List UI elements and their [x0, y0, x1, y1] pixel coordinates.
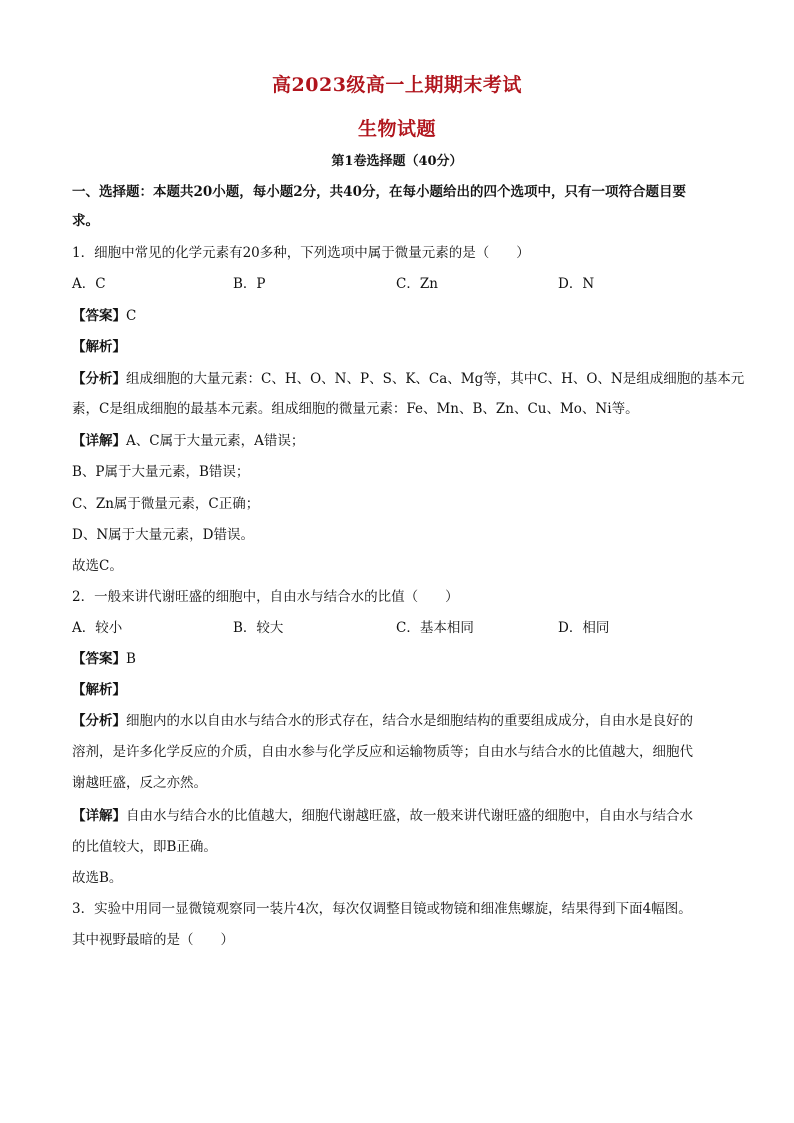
q1-detail-line3: C、Zn属于微量元素，C正确； [72, 496, 260, 512]
exam-title: 高2023级高一上期期末考试 [272, 74, 522, 96]
q2-fenxi-line2: 溶剂，是许多化学反应的介质，自由水参与化学反应和运输物质等；自由水与结合水的比值越大，细胞代 [72, 744, 693, 760]
q1-answer-value: C [126, 308, 137, 324]
q2-answer-value: B [126, 651, 136, 667]
q3-stem-line1: 3．实验中用同一显微镜观察同一装片4次，每次仅调整目镜或物镜和细准焦螺旋，结果得到下面4幅图。 [72, 901, 692, 917]
volume-heading: 第1卷选择题（40分） [331, 154, 463, 169]
q1-fenxi-text1: 组成细胞的大量元素：C、H、O、N、P、S、K、Ca、Mg等，其中C、H、O、N是组成细胞的基本元 [126, 371, 745, 387]
q1-option-d: D．N [558, 276, 595, 292]
q3-stem-line2: 其中视野最暗的是（ ） [72, 932, 234, 948]
q2-conclusion: 故选B。 [72, 870, 123, 886]
q2-answer [72, 649, 136, 669]
fenxi-tag: 【分析】 [72, 713, 126, 729]
q2-fenxi-line1 [72, 711, 693, 731]
q2-fenxi-line3: 谢越旺盛，反之亦然。 [72, 775, 207, 791]
q2-detail-line2: 的比值较大，即B正确。 [72, 839, 217, 855]
q2-detail-text1: 自由水与结合水的比值越大，细胞代谢越旺盛，故一般来讲代谢旺盛的细胞中，自由水与结合水 [126, 808, 693, 824]
section-instruction-line1: 一、选择题：本题共20小题，每小题2分，共40分，在每小题给出的四个选项中，只有一项符合题目要 [72, 184, 686, 200]
q1-analysis-tag: 【解析】 [72, 339, 126, 355]
q1-detail-text1: A、C属于大量元素，A错误； [126, 433, 305, 449]
q2-option-b: B．较大 [233, 620, 284, 636]
q1-answer [72, 306, 136, 326]
q1-fenxi-line2: 素，C是组成细胞的最基本元素。组成细胞的微量元素：Fe、Mn、B、Zn、Cu、Mo、Ni等。 [72, 401, 639, 417]
q1-option-a: A．C [72, 276, 106, 292]
detail-tag: 【详解】 [72, 433, 126, 449]
q1-stem: 1．细胞中常见的化学元素有20多种，下列选项中属于微量元素的是（ ） [72, 245, 530, 261]
q2-option-c: C．基本相同 [396, 620, 474, 636]
q1-option-b: B．P [233, 276, 266, 292]
q2-fenxi-text1: 细胞内的水以自由水与结合水的形式存在，结合水是细胞结构的重要组成成分，自由水是良好的 [126, 713, 693, 729]
answer-tag: 【答案】 [72, 651, 126, 667]
q2-option-d: D．相同 [558, 620, 610, 636]
q1-detail-line2: B、P属于大量元素，B错误； [72, 464, 250, 480]
exam-subject: 生物试题 [357, 118, 436, 140]
q2-option-a: A．较小 [72, 620, 123, 636]
detail-tag: 【详解】 [72, 808, 126, 824]
answer-tag: 【答案】 [72, 308, 126, 324]
section-instruction-line2: 求。 [72, 213, 99, 229]
q1-conclusion: 故选C。 [72, 558, 123, 574]
q1-option-c: C．Zn [396, 276, 438, 292]
q1-detail-line4: D、N属于大量元素，D错误。 [72, 527, 254, 543]
fenxi-tag: 【分析】 [72, 371, 126, 387]
q2-detail-line1 [72, 806, 693, 826]
q1-detail-line1 [72, 431, 304, 451]
q2-analysis-tag: 【解析】 [72, 682, 126, 698]
q1-fenxi-line1 [72, 369, 744, 389]
q2-stem: 2．一般来讲代谢旺盛的细胞中，自由水与结合水的比值（ ） [72, 589, 459, 605]
